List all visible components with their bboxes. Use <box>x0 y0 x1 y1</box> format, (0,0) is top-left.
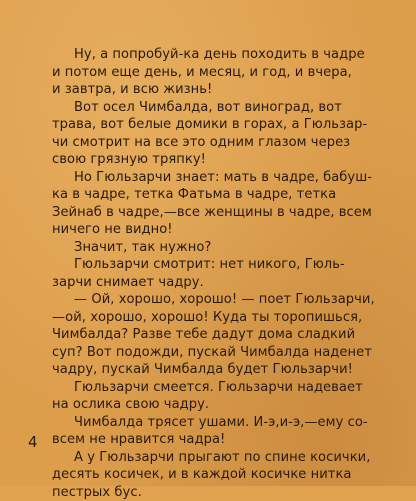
text-line: Гюльзарчи смотрит: нет никого, Гюль- <box>52 256 382 274</box>
text-line: —ой, хорошо, хорошо! Куда ты торопишься, <box>52 309 382 327</box>
text-line: Значит, так нужно? <box>52 239 382 257</box>
text-line: на ослика свою чадру. <box>52 396 382 414</box>
text-line: ничего не видно! <box>52 221 382 239</box>
text-line: суп? Вот подожди, пускай Чимбалда наденет <box>52 344 382 362</box>
text-line: — Ой, хорошо, хорошо! — поет Гюльзарчи, <box>52 291 382 309</box>
text-line: свою грязную тряпку! <box>52 151 382 169</box>
story-text <box>52 46 382 501</box>
text-line: зарчи снимает чадру. <box>52 274 382 292</box>
text-line: Вот осел Чимбалда, вот виноград, вот <box>52 99 382 117</box>
text-line: и завтра, и всю жизнь! <box>52 81 382 99</box>
text-line: чи смотрит на все это одним глазом через <box>52 134 382 152</box>
text-line: всем не нравится чадра! <box>52 431 382 449</box>
text-line: А у Гюльзарчи прыгают по спине косички, <box>52 449 382 467</box>
text-line: пестрых бус. <box>52 484 382 501</box>
text-line: и потом еще день, и месяц, и год, и вчера, <box>52 64 382 82</box>
text-line: Гюльзарчи смеется. Гюльзарчи надевает <box>52 379 382 397</box>
text-line: Чимбалда? Разве тебе дадут дома сладкий <box>52 326 382 344</box>
text-line: чадру, пускай Чимбалда будет Гюльзарчи! <box>52 361 382 379</box>
page-number: 4 <box>28 433 38 451</box>
text-line: Чимбалда трясет ушами. И-э,и-э,—ему со- <box>52 414 382 432</box>
text-line: Ну, а попробуй-ка день походить в чадре <box>52 46 382 64</box>
text-line: ка в чадре, тетка Фатьма в чадре, тетка <box>52 186 382 204</box>
text-line: трава, вот белые домики в горах, а Гюльзар- <box>52 116 382 134</box>
text-line: Зейнаб в чадре,—все женщины в чадре, всем <box>52 204 382 222</box>
text-line: десять косичек, и в каждой косичке нитка <box>52 466 382 484</box>
text-line: Но Гюльзарчи знает: мать в чадре, бабуш- <box>52 169 382 187</box>
